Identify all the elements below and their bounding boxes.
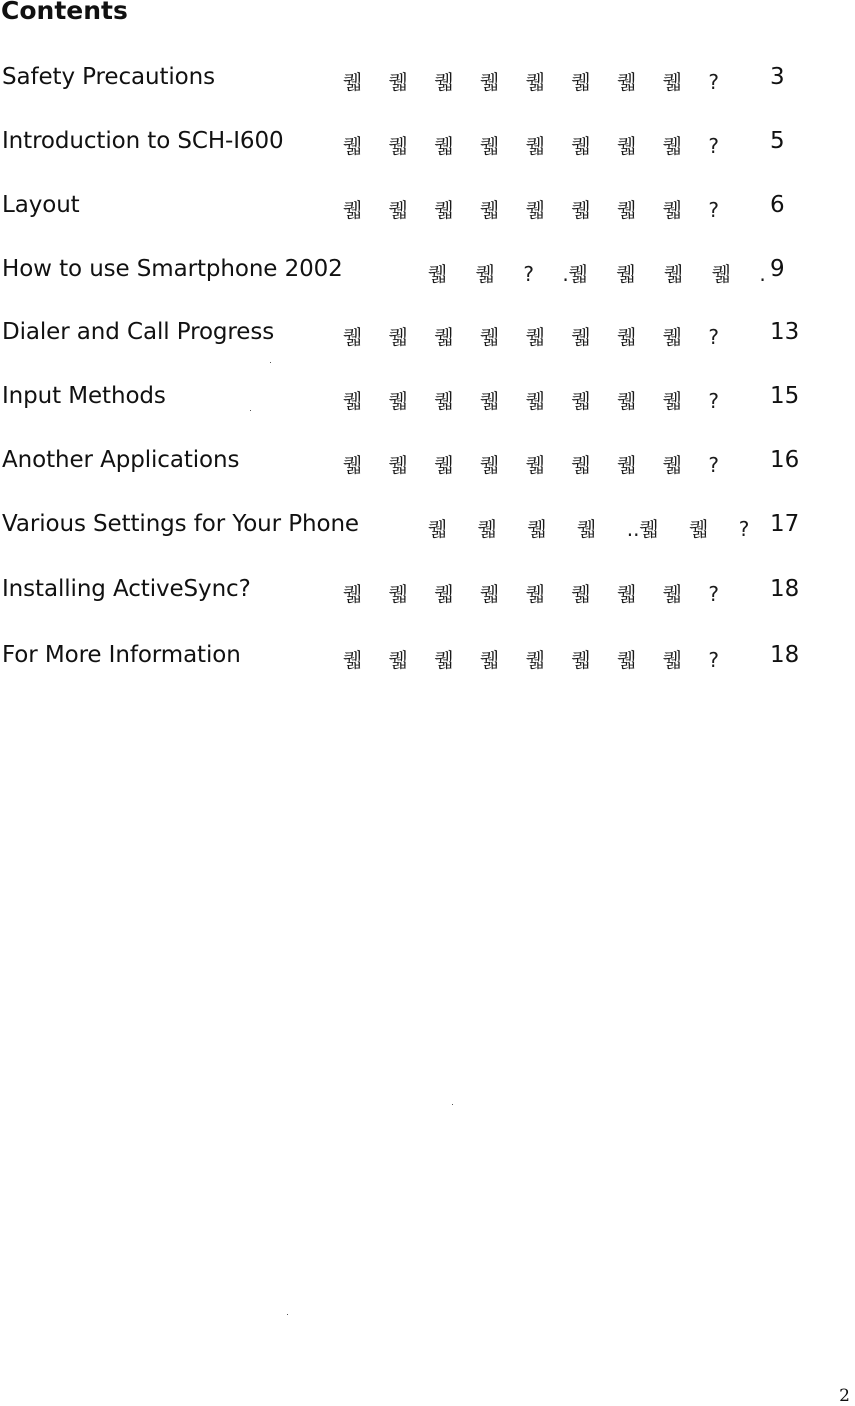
toc-entry-label: Layout <box>2 192 80 218</box>
toc-entry-leader: 퀣 퀣 퀣 퀣 퀣 퀣 퀣 퀣 ? <box>343 325 720 349</box>
toc-entry-leader: 퀣 퀣 퀣 퀣 퀣 퀣 퀣 퀣 ? <box>343 198 720 222</box>
toc-entry-leader: 퀣 퀣 ? .퀣 퀣 퀣 퀣 . <box>428 262 766 286</box>
toc-entry-page: 17 <box>770 511 800 537</box>
toc-entry-safety-precautions[interactable] <box>0 64 855 104</box>
toc-entry-label: For More Information <box>2 642 241 668</box>
toc-entry-how-to-use[interactable] <box>0 256 855 296</box>
toc-entry-dialer[interactable] <box>0 319 855 359</box>
toc-entry-leader: 퀣 퀣 퀣 퀣 퀣 퀣 퀣 퀣 ? <box>343 582 720 606</box>
page-number: 2 <box>839 1386 850 1406</box>
toc-entry-leader: 퀣 퀣 퀣 퀣 ..퀣 퀣 ? <box>428 517 750 541</box>
toc-entry-leader: 퀣 퀣 퀣 퀣 퀣 퀣 퀣 퀣 ? <box>343 648 720 672</box>
toc-entry-introduction[interactable] <box>0 128 855 168</box>
toc-entry-leader: 퀣 퀣 퀣 퀣 퀣 퀣 퀣 퀣 ? <box>343 134 720 158</box>
toc-entry-page: 6 <box>770 192 785 218</box>
toc-entry-label: Another Applications <box>2 447 240 473</box>
toc-entry-installing-activesync[interactable] <box>0 576 855 616</box>
toc-entry-page: 13 <box>770 319 800 345</box>
toc-entry-input-methods[interactable] <box>0 383 855 423</box>
scan-speck <box>250 410 251 411</box>
scan-speck <box>287 1314 288 1315</box>
toc-entry-label: Various Settings for Your Phone <box>2 511 359 537</box>
toc-entry-layout[interactable] <box>0 192 855 232</box>
toc-entry-label: Introduction to SCH-I600 <box>2 128 284 154</box>
toc-entry-leader: 퀣 퀣 퀣 퀣 퀣 퀣 퀣 퀣 ? <box>343 389 720 413</box>
toc-entry-label: Safety Precautions <box>2 64 216 90</box>
toc-entry-page: 16 <box>770 447 800 473</box>
toc-entry-label: Installing ActiveSync? <box>2 576 251 602</box>
toc-entry-label: Dialer and Call Progress <box>2 319 275 345</box>
toc-entry-leader: 퀣 퀣 퀣 퀣 퀣 퀣 퀣 퀣 ? <box>343 453 720 477</box>
toc-entry-leader: 퀣 퀣 퀣 퀣 퀣 퀣 퀣 퀣 ? <box>343 70 720 94</box>
toc-entry-page: 5 <box>770 128 785 154</box>
toc-entry-for-more-information[interactable] <box>0 642 855 682</box>
toc-entry-label: How to use Smartphone 2002 <box>2 256 343 282</box>
scan-speck <box>452 1104 453 1105</box>
toc-entry-page: 18 <box>770 576 800 602</box>
toc-entry-page: 3 <box>770 64 785 90</box>
toc-entry-page: 15 <box>770 383 800 409</box>
toc-entry-page: 9 <box>770 256 785 282</box>
toc-entry-label: Input Methods <box>2 383 166 409</box>
scan-speck <box>270 362 271 363</box>
toc-entry-page: 18 <box>770 642 800 668</box>
page-title: Contents <box>1 0 128 25</box>
toc-entry-another-applications[interactable] <box>0 447 855 487</box>
toc-entry-various-settings[interactable] <box>0 511 855 551</box>
